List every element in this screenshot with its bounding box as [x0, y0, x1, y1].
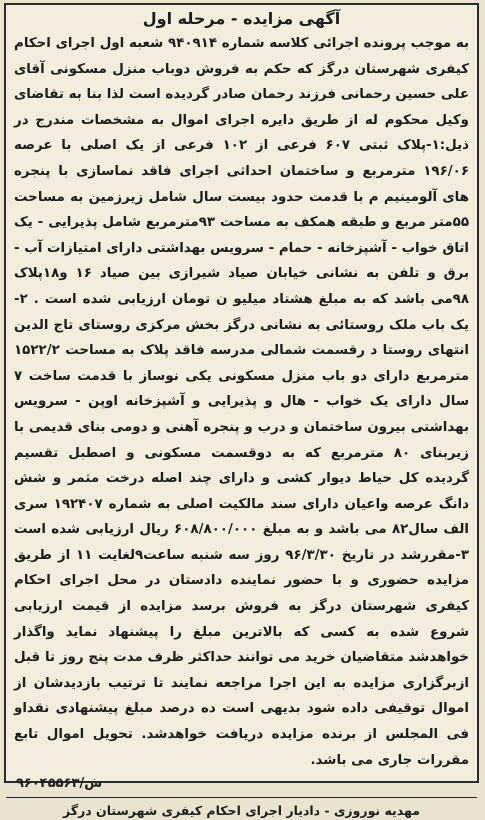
notice-body-text: به موجب پرونده اجرائی کلاسه شماره ۹۴۰۹۱۴ شعبه اول اجرای احکام کیفری شهرستان درگز که حکم به فروش دوباب منزل مسکونی آقای علی حسین رحمانی فرزند رحمان صادر گردیده است لذا بنا به تقاضای وکیل محکوم له از طریق دایره اجرای اموال به مشخصات مندرج در ذیل:۱-پلاک ثبتی ۶۰۷ فرعی از ۱۰۲ فرعی از یک اصلی با عرصه ۱۹۶/۰۶ مترمربع و ساختمان احداثی اجرای فاقد نماسازی با پنجره های آلومینیم م با قدمت حدود بیست سال شامل زیرزمین به مساحت ۵۵متر مربع و طبقه همکف به مساحت ۹۳مترمربع شامل پذیرایی - یک اتاق خواب - آشپزخانه - حمام - سرویس بهداشتی دارای امتیازات آب - برق و تلفن به نشانی خیابان صیاد شیرازی بین صیاد ۱۶ و۱۸پلاک ۹۸می باشد که به مبلغ هشتاد میلیو ن تومان ارزیابی شده است . ۲- یک باب ملک روستائی به نشانی درگز بخش مرکزی روستای تاج الدین انتهای روستا د رقسمت شمالی مدرسه فاقد پلاک به مساحت ۱۵۲۲/۲ مترمربع دارای دو باب منزل مسکونی یکی نوساز با قدمت ساخت ۷ سال دارای یک خواب - هال و پذیرایی و آشپزخانه اوپن - سرویس بهداشتی بیرون ساختمان و درب و پنجره آهنی و دومی بنای قدیمی با زیربنای ۸۰ مترمربع که به دوقسمت مسکونی و اصطبل تقسیم گردیده کل حیاط دیوار کشی و دارای چند اصله درخت مثمر و شش دانگ عرصه واعیان دارای سند مالکیت اصلی به شماره ۱۹۲۴۰۷ سری الف سال۸۲ می باشد و به مبلغ ۶۰۸/۸۰۰/۰۰۰ ریال ارزیابی شده است ۳-مقررشد در تاریخ ۹۶/۳/۳۰ روز سه شنبه ساعت۹لغایت ۱۱ از طریق مزایده حضوری و با حضور نماینده دادستان در محل اجرای احکام کیفری شهرستان درگز به فروش برسد مزایده از قیمت ارزیابی شروع شده به کسی که بالاترین مبلغ را پیشنهاد نماید واگذار خواهدشد متقاضیان خرید می توانند حداکثر ظرف مدت پنج روز تا قبل ازبرگزاری مزایده به این اجرا مراجعه نمایند تا ترتیب بازدیدشان از اموال توقیفی داده شود بدیهی است ده درصد مبلغ پیشنهادی نقداو فی المجلس از برنده مزایده دریافت خواهدشد. تحویل اموال تابع مقررات جاری می باشد.	[14, 36, 470, 768]
notice-title: آگهی مزایده - مرحله اول	[142, 9, 341, 28]
notice-body	[14, 31, 469, 773]
notice-sheet	[4, 3, 479, 819]
notice-footer: مهدیه نوروزی - دادیار اجرای احکام کیفری شهرستان درگز	[6, 797, 477, 820]
notice-code: ۹۶۰۴۵۵۶۳/ش	[16, 776, 103, 792]
